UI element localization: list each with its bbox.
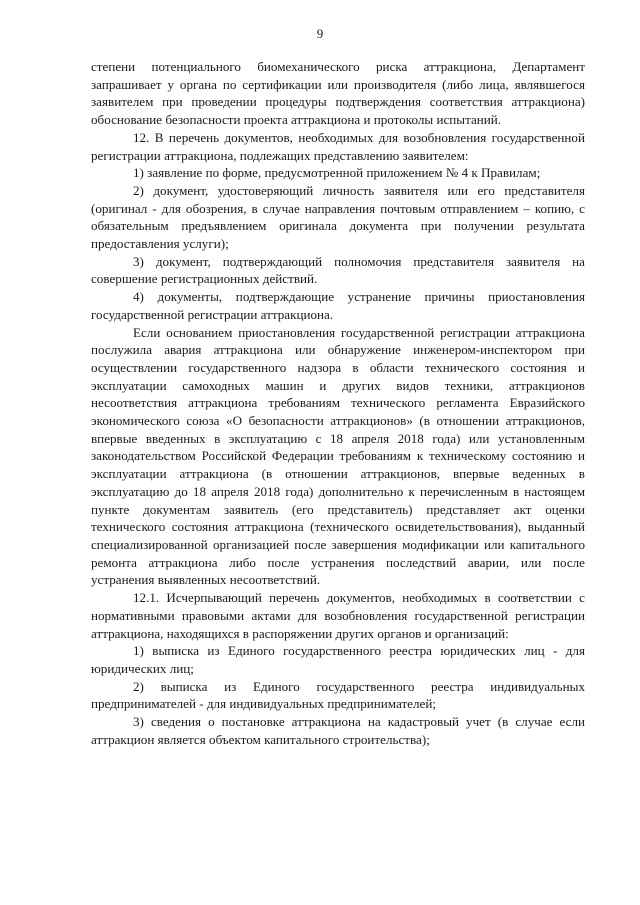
list-item-3: 3) документ, подтверждающий полномочия представителя заявителя на совершение регистрационных действий. [91,253,585,287]
list-item-3-cadastral: 3) сведения о постановке аттракциона на кадастровый учет (в случае если аттракцион является объектом капитального строительства); [91,714,585,747]
page-number: 9 [316,26,324,41]
body-text [91,58,585,748]
paragraph-accident-condition: Если основанием приостановления государственной регистрации аттракциона послужила авария аттракциона или обнаружение инженером-инспектором при осуществлении государственного надзора в области технического состояния и эксплуатации самоходных машин и других видов техники, аттракционов несоответствия аттракциона требованиям технического регламента Евразийского экономического союза «О безопасности аттракционов» (в отношении аттракционов, впервые введенных в эксплуатацию с 18 апреля 2018 года) или установленным законодательством Российской Федерации требованиям к техническому состоянию и эксплуатации аттракциона (в отношении аттракционов, впервые веденных в эксплуатацию до 18 апреля 2018 года) дополнительно к перечисленным в настоящем пункте документам заявитель (его представитель) представляет акт оценки технического состояния аттракциона (технического освидетельствования), выданный специализированной организацией после завершения модификации или капитального ремонта аттракциона либо после устранения последствий аварии, или после устранения выявленных несоответствий. [91,324,585,588]
paragraph-item-12: 12. В перечень документов, необходимых для возобновления государственной регистрации аттракциона, подлежащих представлению заявителем: [91,129,585,163]
paragraph-item-12-1: 12.1. Исчерпывающий перечень документов, необходимых в соответствии с нормативными правовыми актами для возобновления государственной регистрации аттракциона, находящихся в распоряжении других органов и организаций: [91,590,585,641]
list-item-2-egrip: 2) выписка из Единого государственного реестра индивидуальных предпринимателей - для индивидуальных предпринимателей; [91,678,585,712]
list-item-2: 2) документ, удостоверяющий личность заявителя или его представителя (оригинал - для обозрения, в случае направления почтовым отправлением – копию, с обязательным предъявлением оригинала документа при получении результата предоставления услуги); [91,182,585,252]
paragraph-continuation: степени потенциального биомеханического риска аттракциона, Департамент запрашивает у органа по сертификации или производителя (либо лица, являвшегося заявителем при проведении процедуры подтверждения соответствия аттракциона) обоснование безопасности проекта аттракциона и протоколы испытаний. [91,59,585,128]
list-item-4: 4) документы, подтверждающие устранение причины приостановления государственной регистрации аттракциона. [91,289,585,322]
list-item-1: 1) заявление по форме, предусмотренной приложением № 4 к Правилам; [133,165,541,181]
list-item-1-egrul: 1) выписка из Единого государственного реестра юридических лиц - для юридических лиц; [91,643,585,676]
